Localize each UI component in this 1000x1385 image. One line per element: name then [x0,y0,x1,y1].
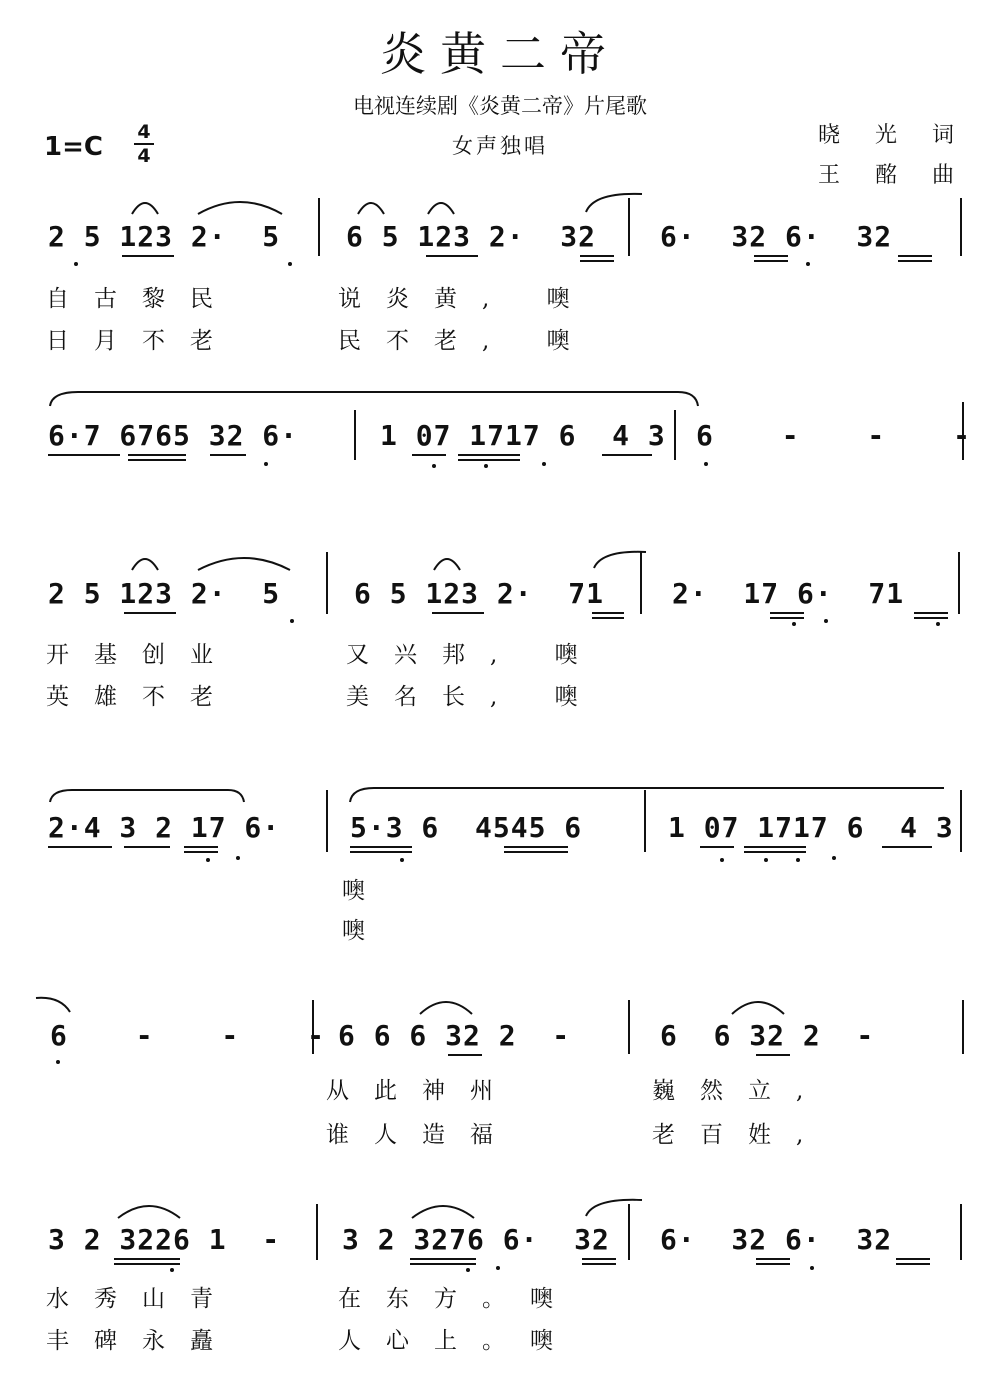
beam-line [592,612,624,614]
beam-line [914,612,948,614]
beam-line [602,454,652,456]
beam-line [914,617,948,619]
lyric-line: 水秀山青 [46,1286,238,1312]
low-octave-dot [466,1268,470,1272]
slur [34,994,74,1014]
lyric-line: 从此神州 [326,1078,518,1104]
notation-measure: 6 6 32 2 - [660,1019,875,1052]
beam-line [754,255,788,257]
lyric-line: 说炎黄, 噢 [338,286,595,312]
barline [354,410,356,460]
beam-line [770,617,804,619]
beam-line [128,459,186,461]
beam-line [756,1054,790,1056]
notation-measure: 2 5 123 2· 5 [48,577,281,610]
low-octave-dot [236,856,240,860]
time-signature-top: 4 [137,121,151,143]
low-octave-dot [810,1266,814,1270]
song-subtitle: 电视连续剧《炎黄二帝》片尾歌 [353,94,647,118]
time-signature-bottom: 4 [137,145,151,167]
slur [584,190,644,214]
low-octave-dot [720,858,724,862]
beam-line [412,454,446,456]
notation-measure: 1 07 1717 6 4 3 [668,811,954,844]
barline [628,1000,630,1054]
low-octave-dot [936,622,940,626]
composer-credit: 王 酩 曲 [818,163,968,188]
low-octave-dot [796,858,800,862]
lyric-line: 巍然立, [652,1078,829,1104]
beam-line [124,846,170,848]
barline [958,552,960,614]
low-octave-dot [824,619,828,623]
beam-line [122,255,174,257]
beam-line [580,260,614,262]
lyric-line: 民不老, 噢 [338,328,595,354]
barline [326,790,328,852]
performance-type: 女声独唱 [452,134,548,158]
beam-line [756,1263,790,1265]
low-octave-dot [792,622,796,626]
lyric-line: 人心上。噢 [338,1328,578,1354]
slur [730,996,786,1016]
beam-line [128,454,186,456]
beam-line [114,1258,180,1260]
time-signature [134,122,154,166]
beam-line [448,1054,482,1056]
beam-line [350,846,412,848]
low-octave-dot [704,462,708,466]
lyric-line: 开基创业 [46,642,238,668]
beam-line [898,255,932,257]
beam-line [114,1263,180,1265]
barline [318,198,320,256]
low-octave-dot [206,858,210,862]
slur [592,548,648,570]
low-octave-dot [290,619,294,623]
slur [130,552,160,572]
beam-line [896,1258,930,1260]
notation-measure: 2 5 123 2· 5 [48,220,281,253]
beam-line [756,1258,790,1260]
notation-measure: 1 07 1717 6 4 3 [380,419,666,452]
beam-line [744,846,806,848]
beam-line [882,846,932,848]
beam-line [48,846,112,848]
low-octave-dot [170,1268,174,1272]
slur [116,1200,182,1220]
low-octave-dot [764,858,768,862]
beam-line [504,846,568,848]
beam-line [770,612,804,614]
slur [48,388,700,408]
barline [644,790,646,852]
lyric-line: 丰碑永矗 [46,1328,238,1354]
beam-line [700,846,734,848]
lyric-line: 噢 [342,878,368,904]
low-octave-dot [264,462,268,466]
low-octave-dot [288,262,292,266]
beam-line [410,1263,476,1265]
beam-line [898,260,932,262]
slur [410,1200,476,1220]
low-octave-dot [496,1266,500,1270]
beam-line [48,454,120,456]
notation-measure: 6· 32 6· 32 [660,220,893,253]
low-octave-dot [432,464,436,468]
lyric-line: 英雄不老 [46,684,238,710]
barline [316,1204,318,1260]
barline [326,552,328,614]
key-signature: 1=C [44,132,103,162]
slur [48,786,246,804]
lyric-line: 噢 [342,918,368,944]
beam-line [896,1263,930,1265]
lyric-line: 又兴邦, 噢 [346,642,603,668]
slur [196,196,284,216]
beam-line [754,260,788,262]
lyric-line: 自古黎民 [46,286,238,312]
slur [432,552,462,572]
barline [962,1000,964,1054]
slur [348,784,948,804]
beam-line [582,1258,616,1260]
barline [674,410,676,460]
slur [356,196,386,216]
lyricist-credit: 晓 光 词 [818,123,968,148]
low-octave-dot [400,858,404,862]
notation-measure: 3 2 3226 1 - [48,1223,281,1256]
barline [960,790,962,852]
notation-measure: 6 - - - [50,1019,351,1052]
beam-line [458,454,520,456]
lyric-line: 美名长, 噢 [346,684,603,710]
low-octave-dot [542,462,546,466]
notation-measure: 6 6 6 32 2 - [338,1019,571,1052]
lyric-line: 在东方。噢 [338,1286,578,1312]
slur [196,552,292,572]
notation-measure: 6 5 123 2· 32 [346,220,597,253]
notation-measure: 6 - - - [696,419,997,452]
lyric-line: 老百姓, [652,1122,829,1148]
notation-measure: 3 2 3276 6· 32 [342,1223,610,1256]
low-octave-dot [806,262,810,266]
song-title: 炎黄二帝 [380,27,620,81]
beam-line [124,612,176,614]
beam-line [580,255,614,257]
slur [130,196,160,216]
notation-measure: 2· 17 6· 71 [672,577,905,610]
low-octave-dot [832,856,836,860]
beam-line [410,1258,476,1260]
low-octave-dot [56,1060,60,1064]
slur [418,996,474,1016]
notation-measure: 6· 32 6· 32 [660,1223,893,1256]
beam-line [504,851,568,853]
beam-line [184,846,218,848]
slur [584,1196,644,1218]
beam-line [592,617,624,619]
notation-measure: 6 5 123 2· 71 [354,577,605,610]
notation-measure: 6·7 6765 32 6· [48,419,299,452]
slur [426,196,456,216]
beam-line [458,459,520,461]
beam-line [426,255,478,257]
beam-line [582,1263,616,1265]
beam-line [184,851,218,853]
beam-line [744,851,806,853]
notation-measure: 5·3 6 4545 6 [350,811,583,844]
barline [960,198,962,256]
beam-line [432,612,484,614]
notation-measure: 2·4 3 2 17 6· [48,811,281,844]
beam-line [350,851,412,853]
lyric-line: 谁人造福 [326,1122,518,1148]
low-octave-dot [484,464,488,468]
low-octave-dot [74,262,78,266]
lyric-line: 日月不老 [46,328,238,354]
beam-line [210,454,246,456]
barline [960,1204,962,1260]
